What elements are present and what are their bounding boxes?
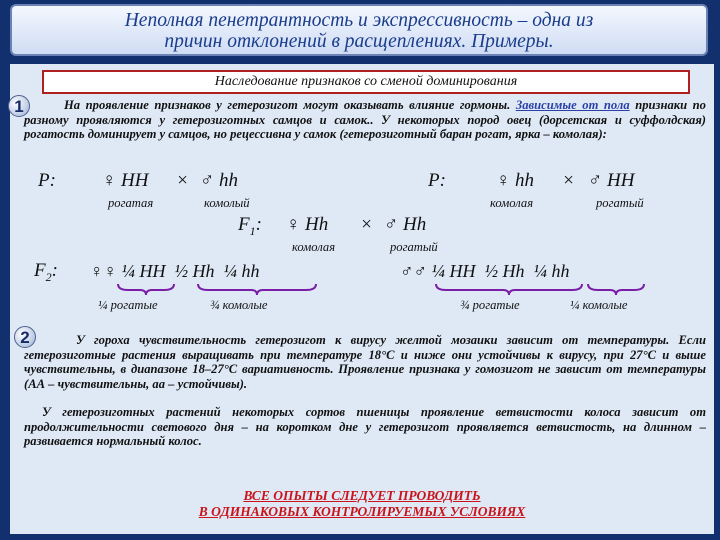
example-1-text-start: На проявление признаков у гетерозигот могут оказывать влияние гормоны. bbox=[64, 98, 516, 112]
sex-dependent-highlight: Зависимые от пола bbox=[515, 98, 630, 112]
left-female-phenotype: рогатая bbox=[108, 196, 154, 210]
right-p-label: P: bbox=[428, 170, 446, 191]
f1-male: ♂ Hh bbox=[384, 214, 427, 235]
left-p-male: ♂ hh bbox=[200, 170, 238, 191]
f1-label bbox=[238, 214, 262, 239]
f2-males-polled-group: ¼ комолые bbox=[570, 298, 628, 312]
f1-female: ♀ Hh bbox=[286, 214, 329, 235]
brace-males-left bbox=[434, 282, 584, 296]
f1-male-phenotype: рогатый bbox=[390, 240, 438, 254]
left-p-label: P: bbox=[38, 170, 56, 191]
left-p-female: ♀ HH bbox=[102, 170, 149, 191]
right-female-phenotype: комолая bbox=[490, 196, 534, 210]
f1-label-letter: F bbox=[238, 214, 250, 235]
f2-males-horned-group: ¾ рогатые bbox=[460, 298, 520, 312]
example-2-paragraph-1: У гороха чувствительность гетерозигот к вирусу желтой мозаики зависит от температуры. Если гетерозиготные растения выращивать при температуре 18°С и ниже они устойчивы к вирусу, при 27°С и выше чувствительны, в диапазоне 18–27°С вариативность. Проявление признака у гомозигот не зависит от температуры (АА – чувствительны, аа – устойчивы). bbox=[24, 333, 706, 391]
brace-males-right bbox=[586, 282, 646, 296]
right-p-female: ♀ hh bbox=[496, 170, 534, 191]
conclusion-line-1: ВСЕ ОПЫТЫ СЛЕДУЕТ ПРОВОДИТЬ bbox=[243, 488, 481, 503]
f2-label bbox=[34, 260, 58, 285]
f2-label-colon: : bbox=[51, 260, 58, 281]
left-male-phenotype: комолый bbox=[204, 196, 250, 210]
title-line-2: причин отклонений в расщеплениях. Примеры. bbox=[164, 31, 554, 52]
f1-label-sub: 1 bbox=[249, 223, 256, 238]
f2-females-genotypes: ♀♀ ¼ HH ½ Hh ¼ hh bbox=[90, 261, 260, 281]
f2-label-letter: F bbox=[34, 260, 46, 281]
f1-label-colon: : bbox=[255, 214, 262, 235]
f2-females-polled-group: ¾ комолые bbox=[210, 298, 268, 312]
f2-label-sub: 2 bbox=[45, 269, 52, 284]
section-subtitle: Наследование признаков со сменой доминирования bbox=[42, 70, 690, 94]
slide-title bbox=[10, 4, 708, 56]
f1-cross-sign: × bbox=[360, 214, 373, 235]
right-p-male: ♂ HH bbox=[588, 170, 635, 191]
f1-female-phenotype: комолая bbox=[292, 240, 336, 254]
example-number-1: 1 bbox=[8, 95, 30, 117]
brace-females-right bbox=[196, 282, 318, 296]
brace-females-left bbox=[116, 282, 176, 296]
right-male-phenotype: рогатый bbox=[596, 196, 644, 210]
example-1-paragraph bbox=[24, 98, 706, 142]
right-cross-sign: × bbox=[562, 170, 575, 191]
left-cross-sign: × bbox=[176, 170, 189, 191]
f2-females-horned-group: ¼ рогатые bbox=[98, 298, 158, 312]
content-panel bbox=[10, 64, 714, 534]
conclusion-line-2: В ОДИНАКОВЫХ КОНТРОЛИРУЕМЫХ УСЛОВИЯХ bbox=[198, 504, 526, 519]
example-1-text-end: признаки по разному проявляются у гетерозиготных самцов и самок.. У некоторых пород овец (дорсетская и суффолдская) рогатость доминирует у самцов, но рецессивна у самок (гетерозиготный баран рогат, ярка – комолая): bbox=[24, 98, 706, 141]
example-2-paragraph-2: У гетерозиготных растений некоторых сортов пшеницы проявление ветвистости колоса зависит от продолжительности светового дня – на коротком дне у гетерозигот проявляется ветвистость, на длинном – развивается нормальный колос. bbox=[24, 405, 706, 448]
title-line-1: Неполная пенетрантность и экспрессивность – одна из bbox=[124, 10, 594, 31]
example-number-2: 2 bbox=[14, 326, 36, 348]
f2-males-genotypes: ♂♂ ¼ HH ½ Hh ¼ hh bbox=[400, 261, 570, 281]
